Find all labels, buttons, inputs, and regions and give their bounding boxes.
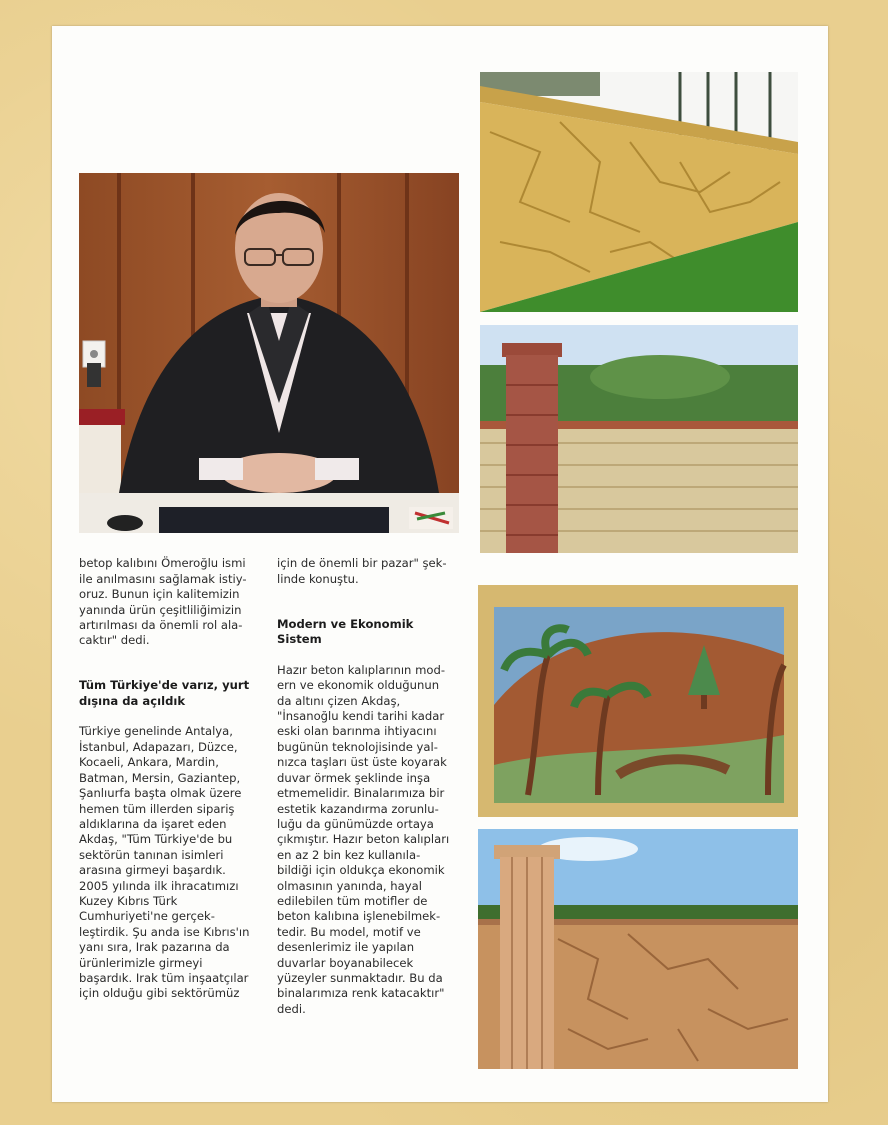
wall-photo-relief-mural — [478, 585, 798, 817]
portrait-photo — [79, 173, 459, 533]
article-column-2 — [277, 541, 462, 1047]
relief-mural-illustration — [478, 585, 798, 817]
column1-paragraph-1: betop kalıbını Ömeroğlu ismi ile anılmasını sağlamak istiy- oruz. Bunun için kalitemizin yanında ürün çeşitliliğimizin artırılması da önemli rol ala- caktır" dedi. — [79, 556, 247, 648]
column1-heading: Tüm Türkiye'de varız, yurt dışına da açıldık — [79, 678, 250, 708]
brick-wall-illustration — [480, 325, 798, 553]
wall-photo-stone-column — [478, 829, 798, 1069]
article-column-1 — [79, 541, 264, 1031]
stone-column-illustration — [478, 829, 798, 1069]
column2-paragraph-1: için de önemli bir pazar" şek- linde konuştu. — [277, 556, 447, 586]
wall-photo-brick-pillar — [480, 325, 798, 553]
column2-heading: Modern ve Ekonomik Sistem — [277, 616, 414, 647]
portrait-illustration — [79, 173, 459, 533]
column1-paragraph-2: Türkiye genelinde Antalya, İstanbul, Adapazarı, Düzce, Kocaeli, Ankara, Mardin, Batman, Mersin, Gaziantep, Şanlıurfa başta olmak üzere hemen tüm illerden sipariş aldıklarına da işaret eden Akdaş, "Tüm Türkiye'de bu sektörün tanınan isimleri arasına girmeyi başardık. 2005 yılında ilk ihracatımızı Kuzey Kıbrıs Türk Cumhuriyeti'ne gerçek- leştirdik. Şu anda ise Kıbrıs'ın yanı sıra, Irak pazarına da ürünlerimizle girmeyi başardık. Irak tüm inşaatçılar için olduğu gibi sektörümüz — [79, 724, 250, 1001]
stone-wall-illustration — [480, 72, 798, 312]
column2-paragraph-2: Hazır beton kalıplarının mod- ern ve ekonomik olduğunun da altını çizen Akdaş, "İnsanoğlu kendi tarihi kadar eski olan barınma ihtiyacını bugünün teknolojisinde yal- nızca taşları üst üste koyarak duvar örmek şeklinde inşa etmemelidir. Binalarımıza bir estetik kazandırma zorunlu- luğu da günümüzde ortaya çıkmıştır. Hazır beton kalıpları en az 2 bin kez kullanıla- bildiği için oldukça ekonomik olmasının yanında, hayal edilebilen tüm motifler de beton kalıbına işlenebilmek- tedir. Bu model, motif ve desenlerimiz ile yapılan duvarlar boyanabilecek yüzeyler sunmaktadır. Bu da binalarımıza renk katacaktır" dedi. — [277, 662, 450, 1016]
wall-photo-stone-retaining — [480, 72, 798, 312]
